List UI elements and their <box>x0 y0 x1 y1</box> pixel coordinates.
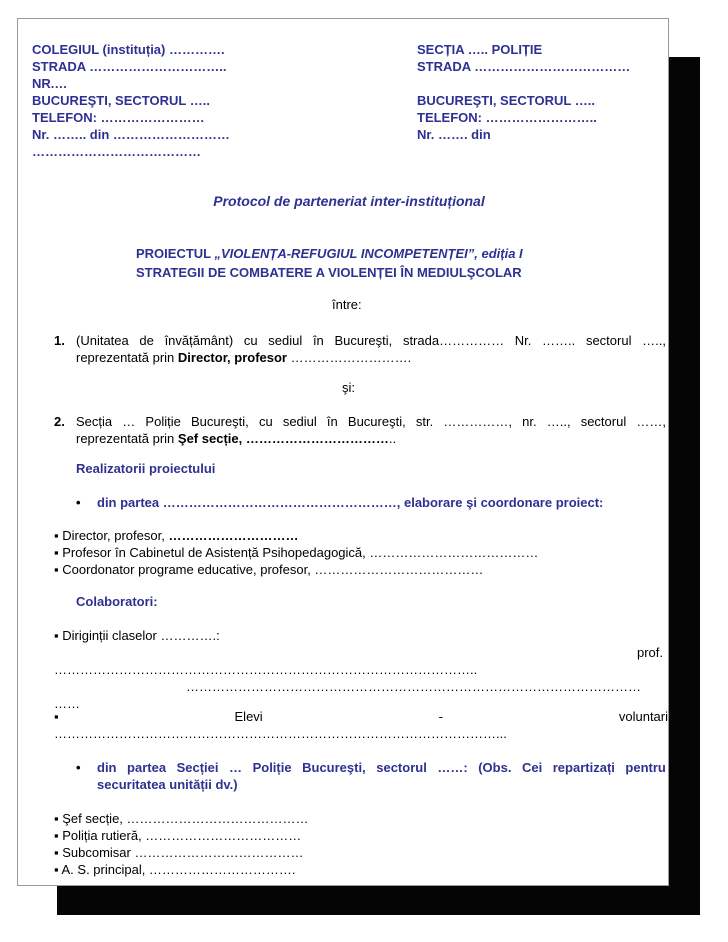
word: ……, <box>636 414 666 429</box>
word: strada…………… <box>402 333 505 348</box>
party1-representative <box>76 350 411 366</box>
rep-text: reprezentată prin <box>76 350 178 365</box>
dots-line-1: …………………………………………………………………………………….. <box>54 662 478 677</box>
word: Bucureşti, <box>334 333 393 348</box>
word: sediul <box>282 414 317 429</box>
word: Poliție <box>145 414 181 429</box>
word: cu <box>258 414 273 429</box>
project-title-line1 <box>136 246 523 262</box>
elevi-label: Elevi <box>234 709 263 724</box>
between-label: între: <box>332 297 362 312</box>
word: sectorul <box>376 760 427 775</box>
word: învățământ) <box>164 333 234 348</box>
bullet-icon: • <box>76 760 81 775</box>
party2-representative <box>76 431 396 447</box>
coord-item-programs: ▪ Coordonator programe educative, profesor, ………………………………… <box>54 562 484 577</box>
header-right-police-section: SECȚIA ….. POLIȚIE <box>417 42 543 57</box>
header-right-city: BUCUREŞTI, SECTORUL ….. <box>417 93 595 108</box>
word: partea <box>127 760 167 775</box>
elevi-bullet: ▪ <box>54 709 59 724</box>
word: Secția <box>76 414 113 429</box>
dirigintii-line: ▪ Diriginții claselor ………….: <box>54 628 220 643</box>
project-prefix: PROIECTUL <box>136 246 215 261</box>
word: str. <box>415 414 434 429</box>
rep-text: reprezentată prin <box>76 431 178 446</box>
header-right-street: STRADA ……………………………… <box>417 59 631 74</box>
dots-line-short: …… <box>54 696 80 711</box>
bullet1-dots: din partea ……………………………………………… <box>97 495 397 510</box>
header-left-street: STRADA ………………………….. <box>32 59 227 74</box>
dots-line-2: …………………………………………………………………………………………… <box>186 679 641 694</box>
word: Bucureşti, <box>190 414 249 429</box>
police-item-agent: ▪ A. S. principal, ……………………………. <box>54 862 296 877</box>
project-title-line2: STRATEGII DE COMBATERE A VIOLENȚEI ÎN MEDIULŞCOLAR <box>136 265 522 280</box>
word: ….., <box>546 414 571 429</box>
project-name: „VIOLENȚA-REFUGIUL INCOMPETENȚEI”, ediția I <box>214 246 523 261</box>
word: repartizați <box>552 760 615 775</box>
word: sediul <box>268 333 303 348</box>
police-item-subcomisar: ▪ Subcomisar ………………………………… <box>54 845 304 860</box>
colaboratori-heading: Colaboratori: <box>76 594 158 609</box>
word: Bucureşti, <box>347 414 406 429</box>
word: ……………, <box>443 414 512 429</box>
bullet2-line1 <box>97 760 666 776</box>
word: Poliție <box>252 760 292 775</box>
word: nr. <box>522 414 537 429</box>
header-left-number: NR.… <box>32 76 68 91</box>
header-left-phone: TELEFON: …………………… <box>32 110 205 125</box>
realizatori-heading: Realizatorii proiectului <box>76 461 216 476</box>
coord-dots: ………………………… <box>168 528 299 543</box>
word: Bucureşti, <box>302 760 366 775</box>
coord-item-director <box>54 528 298 544</box>
word: Secției <box>176 760 219 775</box>
and-label: şi: <box>342 380 355 395</box>
rep-role: Director, profesor <box>177 350 287 365</box>
word: (Obs. <box>478 760 512 775</box>
elevi-dash: - <box>438 709 443 724</box>
prof-label: prof. <box>637 645 664 660</box>
coord-item-psychopedagogy: ▪ Profesor în Cabinetul de Asistență Psihopedagogică, ………………………………… <box>54 545 539 560</box>
party2-line1 <box>76 414 666 430</box>
rep-dots: ………………………. <box>287 350 412 365</box>
word: Cei <box>521 760 543 775</box>
word: Nr. <box>514 333 532 348</box>
party1-line1 <box>76 333 666 349</box>
word: …….. <box>542 333 576 348</box>
word: cu <box>243 333 258 348</box>
bullet-icon: • <box>76 495 81 510</box>
elevi-voluntari: voluntari <box>618 709 668 724</box>
word: din <box>97 760 117 775</box>
word: ……: <box>437 760 468 775</box>
party2-number: 2. <box>54 414 65 429</box>
word: … <box>122 414 136 429</box>
word: … <box>229 760 243 775</box>
word: în <box>326 414 338 429</box>
police-item-chief: ▪ Şef secție, …………………………………… <box>54 811 309 826</box>
bullet2-line2: securitatea unității dv.) <box>97 777 238 792</box>
header-left-dots: ………………………………… <box>32 144 201 159</box>
word: de <box>139 333 154 348</box>
word: pentru <box>625 760 666 775</box>
word: ….., <box>642 333 666 348</box>
bullet1-role: , elaborare şi coordonare proiect: <box>396 495 604 510</box>
header-left-institution: COLEGIUL (instituția) …………. <box>32 42 225 57</box>
dots-line-3: …………………………………………………………………………………………... <box>54 726 507 741</box>
word: (Unitatea <box>76 333 129 348</box>
coord-text: ▪ Director, profesor, <box>54 528 169 543</box>
rep-role: Şef secție, …………………………… <box>177 431 389 446</box>
header-right-reg-number: Nr. ……. din <box>417 127 491 142</box>
header-right-phone: TELEFON: …………………….. <box>417 110 597 125</box>
document-title: Protocol de parteneriat inter-instituțional <box>213 193 485 209</box>
party1-number: 1. <box>54 333 65 348</box>
bullet1-text <box>97 495 603 511</box>
word: în <box>312 333 324 348</box>
word: sectorul <box>580 414 627 429</box>
header-left-reg-number: Nr. …….. din ……………………… <box>32 127 230 142</box>
police-item-traffic: ▪ Poliția rutieră, ……………………………… <box>54 828 302 843</box>
header-left-city: BUCUREŞTI, SECTORUL ….. <box>32 93 210 108</box>
elevi-row <box>54 709 668 725</box>
word: sectorul <box>585 333 632 348</box>
rep-dots: .. <box>388 431 397 446</box>
